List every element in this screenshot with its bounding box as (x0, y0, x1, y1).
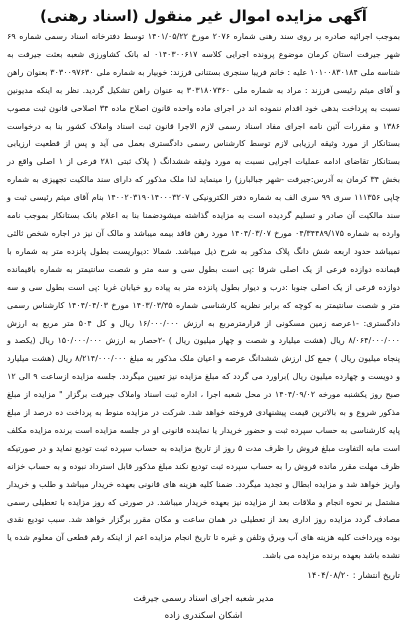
notice-body: بموجب اجرائیه صادره بر روی سند رهنی شماره ۲۰۷۶ مورخ ۱۴۰۱/۰۵/۲۲ توسط دفترخانه اسناد رسمی شماره ۶۹ شهر جیرفت استان کرمان موضوع پرونده اجرایی کلاسه ۰۱۴۰۳۰۰۶۱۷ له بانک کشاورزی شعبه بعثت جیرفت به شناسه ملی ۱۰۱۰۰۸۳۰۱۸۴ علیه : خانم فریبا سنجری بستنانی فرزند: خوبیار به شماره ملی ۳۰۳۰۰۹۷۶۳۰ بعنوان راهن و آقای میثم رئیسی فرزند : مراد به شماره ملی ۳۰۳۱۸۰۷۳۶۰ به عنوان راهن تشکیل گردید. نظر به اینکه مدیونین نسبت به پرداخت بدهی خود اقدام ننموده اند در اجرای ماده واحده قانون اصلاح ماده ۳۴ اصلاحی قانون ثبت مصوب ۱۳۸۶ و مقررات آئین نامه اجرای مفاد اسناد رسمی لازم الاجرا قانون ثبت اسناد واملاک کشور بنا به درخواست بستانکار از مورد وثیقه ارزیابی لازم توسط کارشناس رسمی دادگستری بعمل می آید و پس از قطعیت ارزیابی بستانکار تقاضای ادامه عملیات اجرایی نسبت به مورد وثیقه ششدانگ ( پلاک ثبتی ۲۸۱ فرعی از ۱ اصلی واقع در بخش ۳۴ کرمان به آدرس:جیرفت -شهر جبالبارز) را مینماید لذا ملک مذکور که دارای سند مالکیت تجهیزی به شماره چاپی ۱۱۱۳۵۶ سری ۹۹ سری الف به شماره دفتر الکترونیکی ۱۴۰۰۲۰۳۱۹۰۱۴۰۰۰۳۲۰۷ بنام آقای میثم رئیسی ثبت و سند مالکیت آن صادر و تسلیم گردیده است به مزایده گذاشته میشودضمنا بنا به اعلام بانک بستانکار بموجب نامه وارده به شماره ۰۴/۳۴۴۸۹/۱۷۵ مورخ ۱۴۰۴/۰۳/۰۷ مورد رهن فاقد بیمه میباشد و مالک آن نیز در اجاره شخص ثالثی نمیباشد حدود اربعه شش دانگ پلاک مذکور به شرح ذیل میباشد. شمالا :دیواریست بطول پانزده متر به شماره با قیمانده دوازده فرعی از یک اصلی شرقا :پی است بطول سی و سه متر و شصت سانتیمتر به شماره باقیمانده دوازده فرعی از یک اصلی جنوبا :درب و دیوار بطول پانزده متر به پیاده رو خیابان غربا :پی است بطول سی و سه متر و شصت سانتیمتر به کوچه که برابر نظریه کارشناسی شماره ۱۴۰۳/۰۳/۳۵ مورخ ۱۴۰۴/۰۴/۰۳ کارشناس رسمی دادگستری: -۱عرصه زمین مسکونی از قرارمترمربع به ارزش ۱۶/۰۰۰/۰۰۰ ریال و کل ۵۰۴ متر مربع به ارزش ۸/۰۶۴/۰۰۰/۰۰۰ ریال (هشت میلیارد و شصت و چهار میلیون ریال ) -۲حصار به ارزش ۱۵۰/۰۰۰/۰۰۰ ریال (یکصد و پنجاه میلیون ریال ) جمع کل ارزش ششدانگ عرصه و اعیان ملک مذکور به مبلغ ۸/۲۱۴/۰۰۰/۰۰۰ ریال (هشت میلیارد و دویست و چهارده میلیون ریال )براورد می گردد که مبلغ مزایده نیز تعیین میگردد. جلسه مزایده ازساعت ۹ الی ۱۲ صبح روز یکشنبه مورخه ۱۴۰۴/۰۹/۰۲ در محل شعبه اجرا ، اداره ثبت اسناد واملاک جیرفت برگزار " مزایده از مبلغ مذکور شروع و به بالاترین قیمت پیشنهادی فروخته خواهد شد. شرکت در مزایده منوط به پرداخت ده درصد از مبلغ پایه کارشناسی به حساب سپرده ثبت و حضور خریدار یا نماینده قانونی او در جلسه مزایده است برنده مزایده مکلف است مابه التفاوت مبلغ فروش را ظرف مدت ۵ روز از تاریخ مزایده به حساب سپرده ثبت تودیع نماید و در صورتیکه ظرف مهلت مقرر مانده فروش را به حساب سپرده ثبت تودیع نکند مبلغ مذکور قابل استرداد نبوده و به حساب خزانه واریز خواهد شد و مزایده ابطال و تجدید میگردد. ضمنا کلیه هزینه های قانونی بعهده خریدار میباشد و طلب و خریدار مشتمل بر نحوه انجام و ملاقات بعد از مزایده نیز بعهده خریدار میباشد. در صورتی که روز مزایده با تعطیلی رسمی مصادف گردد مزایده روز اداری بعد از تعطیلی در همان ساعت و مکان مقرر برگزار خواهد شد. سبب تودیع نقدی بوده وپرداخت کلیه هزینه های آب وبرق وتلفن و غیره تا تاریخ انجام مزایده اعم از اینکه رقم قطعی آن معلوم شده یا نشده باشد بعهده برنده مزایده می باشد. (7, 31, 401, 561)
signature-name: اشکان اسکندری زاده (164, 611, 243, 622)
notice-title: آگهی مزایده اموال غیر منقول (اسناد رهنی) (40, 7, 367, 25)
signature-title: مدیر شعبه اجرای اسناد رسمی جیرفت (133, 594, 274, 605)
signature-block (7, 591, 400, 625)
publication-date: تاریخ انتشار : ۱۴۰۴/۰۸/۲۰ (307, 571, 400, 582)
